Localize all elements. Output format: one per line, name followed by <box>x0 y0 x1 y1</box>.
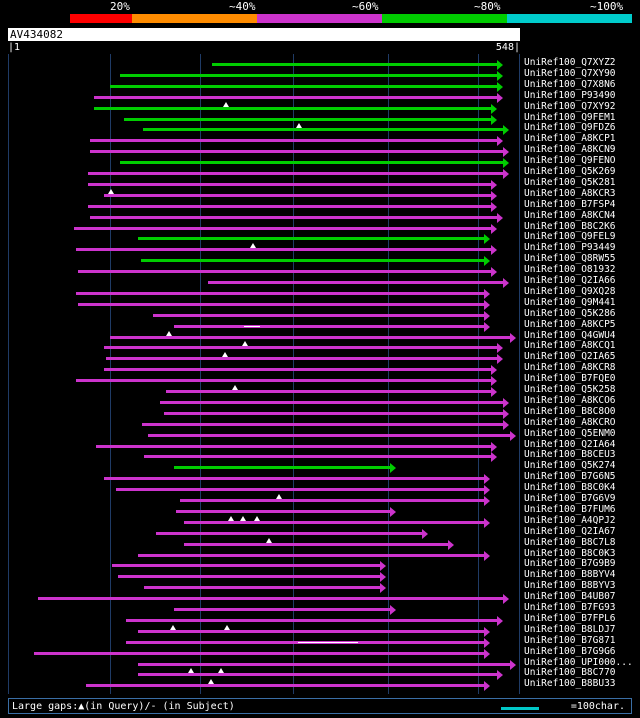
alignment-arrowhead <box>484 638 490 648</box>
alignment-arrowhead <box>484 485 490 495</box>
alignment-arrowhead <box>484 311 490 321</box>
gap-in-query-marker <box>250 243 256 248</box>
gap-in-query-marker <box>240 516 246 521</box>
legend-text: Large gaps:▲(in Query)/- (in Subject) <box>12 701 235 712</box>
alignment-bar[interactable] <box>94 107 491 110</box>
scale-color-bar <box>8 14 632 23</box>
alignment-arrowhead <box>491 376 497 386</box>
gap-in-query-marker <box>222 352 228 357</box>
alignment-row[interactable] <box>8 660 520 670</box>
alignment-arrowhead <box>491 191 497 201</box>
alignment-bar[interactable] <box>180 499 484 502</box>
hit-label[interactable]: UniRef100_Q2IA67 <box>524 525 616 537</box>
hit-label[interactable]: UniRef100_Q7XY90 <box>524 67 616 79</box>
hit-label[interactable]: UniRef100_Q9XQ28 <box>524 285 616 297</box>
alignment-bar[interactable] <box>184 543 448 546</box>
gap-in-query-marker <box>108 189 114 194</box>
alignment-bar[interactable] <box>124 118 491 121</box>
alignment-row[interactable] <box>8 529 520 539</box>
hit-label[interactable]: UniRef100_Q2IA65 <box>524 351 616 363</box>
alignment-row[interactable] <box>8 213 520 223</box>
alignment-arrowhead <box>497 60 503 70</box>
alignment-row[interactable] <box>8 551 520 561</box>
hit-label[interactable]: UniRef100_B7G6N5 <box>524 471 616 483</box>
alignment-row[interactable] <box>8 278 520 288</box>
hit-label[interactable]: UniRef100_Q5K281 <box>524 176 616 188</box>
alignment-bar[interactable] <box>76 292 484 295</box>
alignment-row[interactable] <box>8 169 520 179</box>
alignment-arrowhead <box>491 224 497 234</box>
alignment-arrowhead <box>484 496 490 506</box>
alignment-row[interactable] <box>8 93 520 103</box>
alignment-bar[interactable] <box>104 477 484 480</box>
alignment-row[interactable] <box>8 561 520 571</box>
hit-label[interactable]: UniRef100_Q9FENO <box>524 155 616 167</box>
alignment-row[interactable] <box>8 681 520 691</box>
alignment-bar[interactable] <box>96 445 491 448</box>
scale-segment-1 <box>70 14 132 23</box>
alignment-row[interactable] <box>8 256 520 266</box>
alignment-arrowhead <box>491 202 497 212</box>
hit-label[interactable]: UniRef100_B7FUM6 <box>524 503 616 515</box>
alignment-row[interactable] <box>8 540 520 550</box>
alignment-bar[interactable] <box>144 455 491 458</box>
hit-label[interactable]: UniRef100_Q5K274 <box>524 460 616 472</box>
alignment-arrowhead <box>497 343 503 353</box>
alignment-row[interactable] <box>8 125 520 135</box>
gap-in-subject-marker <box>298 642 358 643</box>
hit-label[interactable]: UniRef100_B8BYV3 <box>524 580 616 592</box>
alignment-arrowhead <box>503 158 509 168</box>
alignment-row[interactable] <box>8 60 520 70</box>
alignment-row[interactable] <box>8 572 520 582</box>
gap-in-subject-marker <box>244 326 260 327</box>
gap-in-query-marker <box>232 385 238 390</box>
alignment-row[interactable] <box>8 343 520 353</box>
alignment-arrowhead <box>497 93 503 103</box>
alignment-row[interactable] <box>8 387 520 397</box>
alignment-arrowhead <box>503 169 509 179</box>
scale-labels <box>0 0 640 14</box>
alignment-row[interactable] <box>8 191 520 201</box>
alignment-row[interactable] <box>8 420 520 430</box>
alignment-bar[interactable] <box>141 259 484 262</box>
hit-label[interactable]: UniRef100_B7FPL6 <box>524 612 616 624</box>
alignment-arrowhead <box>491 365 497 375</box>
alignment-bar[interactable] <box>153 314 484 317</box>
alignment-arrowhead <box>497 71 503 81</box>
scale-segment-4 <box>382 14 507 23</box>
alignment-bar[interactable] <box>160 401 503 404</box>
alignment-row[interactable] <box>8 409 520 419</box>
alignment-arrowhead <box>497 213 503 223</box>
alignment-arrowhead <box>491 104 497 114</box>
alignment-arrowhead <box>497 670 503 680</box>
hit-label[interactable]: UniRef100_Q7X8N6 <box>524 78 616 90</box>
hit-label[interactable]: UniRef100_B8BYV4 <box>524 569 616 581</box>
alignment-arrowhead <box>484 322 490 332</box>
scale-label-4: ~100% <box>590 0 624 13</box>
alignment-row[interactable] <box>8 376 520 386</box>
alignment-row[interactable] <box>8 616 520 626</box>
alignment-bar[interactable] <box>120 161 503 164</box>
hit-label[interactable]: UniRef100_B8CEU3 <box>524 449 616 461</box>
alignment-bar[interactable] <box>78 270 491 273</box>
alignment-arrowhead <box>497 354 503 364</box>
alignment-bar[interactable] <box>184 521 484 524</box>
hit-label[interactable]: UniRef100_A8KCQ1 <box>524 340 616 352</box>
hit-label[interactable]: UniRef100_A8KCN4 <box>524 209 616 221</box>
alignment-bar[interactable] <box>208 281 503 284</box>
legend-scale-label: =100char. <box>570 701 625 712</box>
hit-label[interactable]: UniRef100_A8KCO6 <box>524 394 616 406</box>
alignment-arrowhead <box>484 289 490 299</box>
alignment-bar[interactable] <box>86 684 484 687</box>
alignment-row[interactable] <box>8 300 520 310</box>
alignment-row[interactable] <box>8 82 520 92</box>
alignment-plot <box>8 54 520 694</box>
alignment-bar[interactable] <box>166 390 491 393</box>
hit-label[interactable]: UniRef100_Q2IA64 <box>524 438 616 450</box>
alignment-bar[interactable] <box>38 597 503 600</box>
hit-label[interactable]: UniRef100_A8KCN9 <box>524 144 616 156</box>
query-ruler <box>8 42 520 54</box>
alignment-arrowhead <box>390 463 396 473</box>
gap-in-query-marker <box>208 679 214 684</box>
alignment-row[interactable] <box>8 507 520 517</box>
alignment-arrowhead <box>484 681 490 691</box>
alignment-bar[interactable] <box>78 303 484 306</box>
hit-label[interactable]: UniRef100_B7G6V9 <box>524 493 616 504</box>
gap-in-query-marker <box>223 102 229 107</box>
gap-in-query-marker <box>296 123 302 128</box>
hit-label[interactable]: UniRef100_B7FSP4 <box>524 198 616 210</box>
gap-in-query-marker <box>224 625 230 630</box>
alignment-arrowhead <box>484 551 490 561</box>
alignment-bar[interactable] <box>74 227 491 230</box>
alignment-bar[interactable] <box>88 172 503 175</box>
alignment-row[interactable] <box>8 180 520 190</box>
alignment-row[interactable] <box>8 442 520 452</box>
gap-in-query-marker <box>166 331 172 336</box>
hit-label-column <box>524 54 640 694</box>
alignment-arrowhead <box>380 572 386 582</box>
alignment-arrowhead <box>510 660 516 670</box>
alignment-row[interactable] <box>8 594 520 604</box>
alignment-arrowhead <box>503 278 509 288</box>
hit-label[interactable]: UniRef100_Q5K258 <box>524 384 616 395</box>
alignment-arrowhead <box>503 420 509 430</box>
alignment-bar[interactable] <box>138 237 484 240</box>
alignment-arrowhead <box>491 452 497 462</box>
alignment-bar[interactable] <box>104 368 491 371</box>
alignment-arrowhead <box>484 300 490 310</box>
alignment-arrowhead <box>484 474 490 484</box>
alignment-bar[interactable] <box>110 336 510 339</box>
alignment-arrowhead <box>503 125 509 135</box>
gap-in-query-marker <box>242 341 248 346</box>
legend-scale-line <box>501 707 539 710</box>
ruler-start-label: |1 <box>8 42 21 53</box>
gap-in-query-marker <box>188 668 194 673</box>
alignment-row[interactable] <box>8 583 520 593</box>
gap-in-query-marker <box>276 494 282 499</box>
hit-label[interactable]: UniRef100_B8C0K4 <box>524 482 616 494</box>
alignment-bar[interactable] <box>94 96 497 99</box>
hit-label[interactable]: UniRef100_B8C7L8 <box>524 536 616 548</box>
alignment-row[interactable] <box>8 518 520 528</box>
gap-in-query-marker <box>170 625 176 630</box>
alignment-arrowhead <box>491 267 497 277</box>
alignment-row[interactable] <box>8 115 520 125</box>
hit-label[interactable]: UniRef100_Q9FDZ6 <box>524 122 616 134</box>
scale-segment-2 <box>132 14 257 23</box>
alignment-row[interactable] <box>8 289 520 299</box>
alignment-arrowhead <box>390 507 396 517</box>
scale-segment-3 <box>257 14 382 23</box>
alignment-bar[interactable] <box>143 128 503 131</box>
alignment-bar[interactable] <box>118 575 380 578</box>
alignment-row[interactable] <box>8 224 520 234</box>
alignment-arrowhead <box>503 594 509 604</box>
alignment-bar[interactable] <box>76 379 491 382</box>
gap-in-query-marker <box>254 516 260 521</box>
alignment-row[interactable] <box>8 104 520 114</box>
alignment-bar[interactable] <box>164 412 503 415</box>
alignment-row[interactable] <box>8 267 520 277</box>
alignment-row[interactable] <box>8 354 520 364</box>
alignment-row[interactable] <box>8 234 520 244</box>
alignment-bar[interactable] <box>120 74 497 77</box>
alignment-bar[interactable] <box>174 466 390 469</box>
alignment-arrowhead <box>484 256 490 266</box>
hit-label[interactable]: UniRef100_Q5ENM0 <box>524 427 616 439</box>
alignment-arrowhead <box>491 115 497 125</box>
hit-label[interactable]: UniRef100_A8KCP1 <box>524 133 616 145</box>
alignment-arrowhead <box>484 234 490 244</box>
alignment-row[interactable] <box>8 605 520 615</box>
alignment-arrowhead <box>380 561 386 571</box>
gap-in-query-marker <box>218 668 224 673</box>
alignment-bar[interactable] <box>104 346 497 349</box>
hit-label[interactable]: UniRef100_B8BU33 <box>524 678 616 690</box>
alignment-row[interactable] <box>8 158 520 168</box>
alignment-row[interactable] <box>8 431 520 441</box>
alignment-arrowhead <box>497 616 503 626</box>
hit-label[interactable]: UniRef100_B8C2K6 <box>524 220 616 232</box>
alignment-arrowhead <box>390 605 396 615</box>
alignment-row[interactable] <box>8 670 520 680</box>
alignment-arrowhead <box>484 627 490 637</box>
hit-label[interactable]: UniRef100_B7FQE0 <box>524 373 616 385</box>
alignment-row[interactable] <box>8 627 520 637</box>
hit-label[interactable]: UniRef100_Q9FEL9 <box>524 231 616 243</box>
alignment-bar[interactable] <box>138 554 484 557</box>
ruler-end-label: 548| <box>495 42 520 53</box>
alignment-bar[interactable] <box>90 150 503 153</box>
hit-label[interactable]: UniRef100_B8C0K3 <box>524 547 616 559</box>
hit-label[interactable]: UniRef100_Q2IA66 <box>524 275 616 286</box>
alignment-arrowhead <box>497 136 503 146</box>
legend-bar <box>8 698 632 714</box>
alignment-bar[interactable] <box>138 663 510 666</box>
alignment-arrowhead <box>503 147 509 157</box>
hit-label[interactable]: UniRef100_O81932 <box>524 264 616 276</box>
alignment-arrowhead <box>503 398 509 408</box>
gap-in-query-marker <box>228 516 234 521</box>
alignment-row[interactable] <box>8 452 520 462</box>
alignment-bar[interactable] <box>174 325 484 328</box>
scale-segment-0 <box>8 14 70 23</box>
alignment-bar[interactable] <box>88 205 491 208</box>
alignment-row[interactable] <box>8 365 520 375</box>
alignment-arrowhead <box>491 387 497 397</box>
alignment-bar[interactable] <box>110 85 497 88</box>
alignment-bar[interactable] <box>212 63 497 66</box>
alignment-row[interactable] <box>8 245 520 255</box>
alignment-row[interactable] <box>8 322 520 332</box>
alignment-row[interactable] <box>8 474 520 484</box>
alignment-bar[interactable] <box>174 608 390 611</box>
alignment-bar[interactable] <box>138 630 484 633</box>
alignment-arrowhead <box>491 245 497 255</box>
hit-label[interactable]: UniRef100_Q9FEM1 <box>524 111 616 123</box>
alignment-row[interactable] <box>8 202 520 212</box>
alignment-bar[interactable] <box>116 488 484 491</box>
hit-label[interactable]: UniRef100_A4QPJ2 <box>524 514 616 526</box>
alignment-bar[interactable] <box>148 434 510 437</box>
alignment-arrowhead <box>510 333 516 343</box>
alignment-row[interactable] <box>8 485 520 495</box>
alignment-row[interactable] <box>8 147 520 157</box>
alignment-bar[interactable] <box>88 183 491 186</box>
alignment-bar[interactable] <box>76 248 491 251</box>
hit-label[interactable]: UniRef100_B7FG93 <box>524 602 616 613</box>
query-id-bar: AV434082 <box>8 28 520 41</box>
hit-label[interactable]: UniRef100_B8C8O0 <box>524 405 616 417</box>
hit-label[interactable]: UniRef100_B8C770 <box>524 667 616 679</box>
alignment-row[interactable] <box>8 333 520 343</box>
hit-label[interactable]: UniRef100_A8KCR8 <box>524 362 616 374</box>
hit-label[interactable]: UniRef100_B7G9B9 <box>524 558 616 570</box>
hit-label[interactable]: UniRef100_P93490 <box>524 89 616 101</box>
alignment-row[interactable] <box>8 311 520 321</box>
hit-label[interactable]: UniRef100_Q8RW55 <box>524 253 616 265</box>
hit-label[interactable]: UniRef100_B7G9G6 <box>524 645 616 657</box>
alignment-row[interactable] <box>8 649 520 659</box>
alignment-bar[interactable] <box>144 586 380 589</box>
alignment-arrowhead <box>510 431 516 441</box>
alignment-arrowhead <box>448 540 454 550</box>
alignment-arrowhead <box>484 518 490 528</box>
alignment-arrowhead <box>497 82 503 92</box>
hit-label[interactable]: UniRef100_B4UB07 <box>524 591 616 603</box>
alignment-bar[interactable] <box>104 194 491 197</box>
alignment-row[interactable] <box>8 496 520 506</box>
alignment-arrowhead <box>491 180 497 190</box>
scale-label-1: ~40% <box>229 0 256 13</box>
hit-label[interactable]: UniRef100_UPI000... <box>524 656 633 668</box>
alignment-arrowhead <box>422 529 428 539</box>
scale-segment-5 <box>507 14 632 23</box>
hit-label[interactable]: UniRef100_A8KCP5 <box>524 318 616 330</box>
hit-label[interactable]: UniRef100_Q9M441 <box>524 296 616 308</box>
alignment-arrowhead <box>503 409 509 419</box>
alignment-bar[interactable] <box>142 423 503 426</box>
alignment-arrowhead <box>484 649 490 659</box>
scale-label-2: ~60% <box>352 0 379 13</box>
scale-label-0: 20% <box>110 0 130 13</box>
hit-label[interactable]: UniRef100_B7G871 <box>524 634 616 646</box>
hit-label[interactable]: UniRef100_A8KCR3 <box>524 187 616 199</box>
alignment-arrowhead <box>491 442 497 452</box>
alignment-arrowhead <box>380 583 386 593</box>
alignment-row[interactable] <box>8 71 520 81</box>
hit-label[interactable]: UniRef100_Q4GWU4 <box>524 329 616 341</box>
alignment-row[interactable] <box>8 638 520 648</box>
hit-label[interactable]: UniRef100_P93449 <box>524 242 616 254</box>
alignment-row[interactable] <box>8 398 520 408</box>
identity-color-scale <box>0 0 640 26</box>
scale-label-3: ~80% <box>474 0 501 13</box>
alignment-bar[interactable] <box>34 652 484 655</box>
alignment-bar[interactable] <box>106 357 497 360</box>
hit-label[interactable]: UniRef100_A8KCRO <box>524 416 616 428</box>
alignment-row[interactable] <box>8 463 520 473</box>
hit-label[interactable]: UniRef100_Q7XYZ2 <box>524 57 616 68</box>
hit-label[interactable]: UniRef100_B8LDJ7 <box>524 623 616 635</box>
hit-label[interactable]: UniRef100_Q7XY92 <box>524 100 616 112</box>
alignment-row[interactable] <box>8 136 520 146</box>
alignment-bar[interactable] <box>90 216 497 219</box>
alignment-bar[interactable] <box>90 139 497 142</box>
alignment-bar[interactable] <box>138 673 497 676</box>
alignment-bar[interactable] <box>156 532 422 535</box>
alignment-bar[interactable] <box>176 510 390 513</box>
alignment-bar[interactable] <box>112 564 380 567</box>
alignment-bar[interactable] <box>126 619 497 622</box>
gap-in-query-marker <box>266 538 272 543</box>
hit-label[interactable]: UniRef100_Q5K286 <box>524 307 616 319</box>
hit-label[interactable]: UniRef100_Q5K269 <box>524 166 616 177</box>
